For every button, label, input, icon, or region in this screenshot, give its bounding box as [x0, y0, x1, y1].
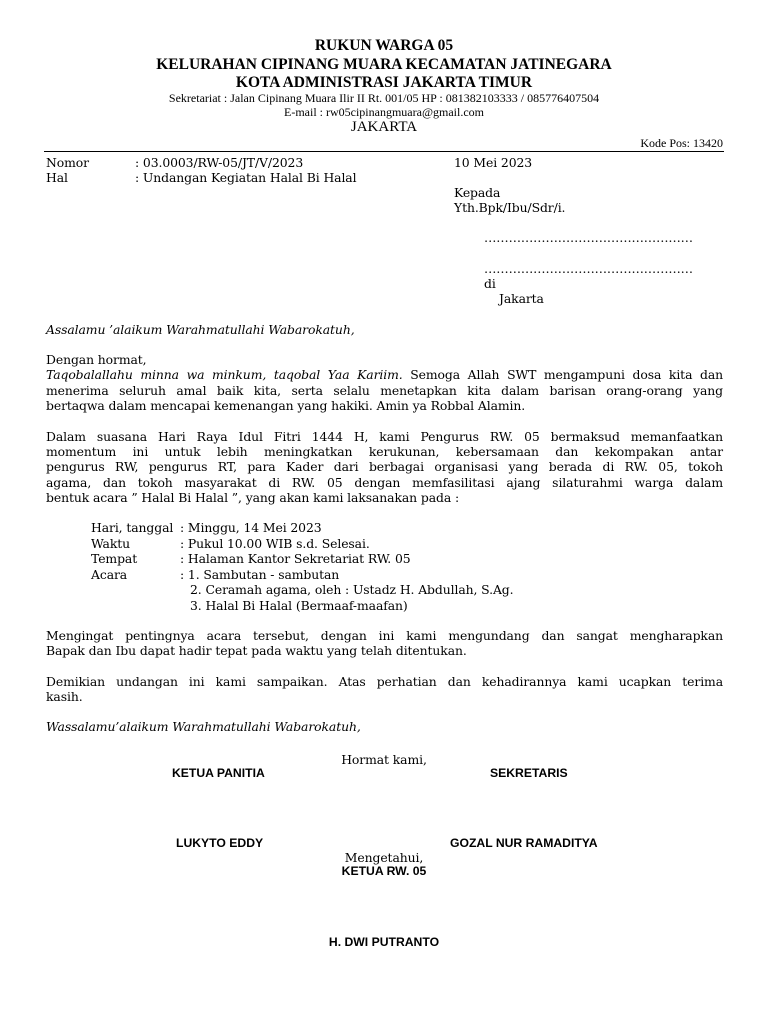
- paragraph-1-italic: Taqobalallahu minna wa minkum, taqobal Yaa Kariim.: [46, 367, 403, 382]
- paragraph-4-line-2: kasih.: [46, 689, 83, 704]
- paragraph-1-line-2: menerima seluruh amal baik kita, serta selalu menetapkan kita dalam barisan orang-orang yang: [46, 383, 723, 398]
- event-tempat-label: Tempat: [91, 551, 138, 566]
- ketua-rw-title: KETUA RW. 05: [341, 864, 427, 878]
- event-waktu-label: Waktu: [91, 536, 131, 551]
- ketua-panitia-name: LUKYTO EDDY: [176, 836, 264, 850]
- letterhead-kota: KOTA ADMINISTRASI JAKARTA TIMUR: [235, 74, 533, 91]
- paragraph-2-line-5: bentuk acara ” Halal Bi Halal ”, yang akan kami laksanakan pada :: [46, 490, 460, 505]
- nomor-value: : 03.0003/RW-05/JT/V/2023: [135, 155, 304, 170]
- letterhead-kelurahan: KELURAHAN CIPINANG MUARA KECAMATAN JATINEGARA: [156, 56, 612, 73]
- paragraph-2-line-1: Dalam suasana Hari Raya Idul Fitri 1444 H, kami Pengurus RW. 05 bermaksud memanfaatkan: [46, 429, 723, 444]
- letterhead-email: E-mail : rw05cipinangmuara@gmail.com: [284, 105, 484, 119]
- event-hari-value: : Minggu, 14 Mei 2023: [180, 520, 322, 535]
- paragraph-4-line-1: Demikian undangan ini kami sampaikan. Atas perhatian dan kehadirannya kami ucapkan terima: [46, 674, 723, 689]
- paragraph-3-line-2: Bapak dan Ibu dapat hadir tepat pada waktu yang telah ditentukan.: [46, 643, 467, 658]
- event-acara-item-1: : 1. Sambutan - sambutan: [180, 567, 340, 582]
- nomor-label: Nomor: [46, 155, 89, 170]
- event-acara-item-3: 3. Halal Bi Halal (Bermaaf-maafan): [190, 598, 408, 613]
- event-hari-label: Hari, tanggal: [91, 520, 174, 535]
- letterhead-postal-code: Kode Pos: 13420: [640, 136, 723, 150]
- greeting: Dengan hormat,: [46, 352, 147, 367]
- recipient-kepada: Kepada: [454, 185, 501, 200]
- letterhead-address: Sekretariat : Jalan Cipinang Muara Ilir II Rt. 001/05 HP : 081382103333 / 085776407504: [168, 91, 600, 105]
- paragraph-1-line-1: [46, 367, 723, 382]
- letterhead-city: JAKARTA: [350, 119, 418, 135]
- paragraph-2-line-3: pengurus RW, pengurus RT, para Kader dari berbagai organisasi yang berada di RW. 05, tokoh: [46, 459, 723, 474]
- hal-value: : Undangan Kegiatan Halal Bi Halal: [135, 170, 357, 185]
- paragraph-2-line-4: agama, dan tokoh masyarakat di RW. 05 dengan memfasilitasi ajang silaturahmi warga dalam: [46, 475, 723, 490]
- letterhead-divider: [44, 151, 724, 152]
- recipient-yth: Yth.Bpk/Ibu/Sdr/i.: [454, 200, 566, 215]
- event-tempat-value: : Halaman Kantor Sekretariat RW. 05: [180, 551, 411, 566]
- salam-close: Wassalamu’alaikum Warahmatullahi Wabarokatuh,: [46, 719, 361, 734]
- paragraph-3-line-1: Mengingat pentingnya acara tersebut, dengan ini kami mengundang dan sangat mengharapkan: [46, 628, 723, 643]
- recipient-city: Jakarta: [499, 291, 544, 306]
- mengetahui: Mengetahui,: [344, 850, 424, 865]
- paragraph-2-line-2: momentum ini untuk lebih meningkatkan kerukunan, kebersamaan dan kekompakan antar: [46, 444, 723, 459]
- letter-date: 10 Mei 2023: [454, 155, 533, 170]
- ketua-panitia-title: KETUA PANITIA: [172, 766, 265, 780]
- hormat-kami: Hormat kami,: [341, 752, 427, 767]
- salam-open: Assalamu ’alaikum Warahmatullahi Wabarokatuh,: [46, 322, 355, 337]
- paragraph-1-rest: Semoga Allah SWT mengampuni dosa kita dan: [402, 367, 723, 382]
- letterhead-org: RUKUN WARGA 05: [314, 37, 454, 54]
- hal-label: Hal: [46, 170, 68, 185]
- recipient-line-2: ……………………………………………: [484, 261, 693, 276]
- sekretaris-name: GOZAL NUR RAMADITYA: [450, 836, 598, 850]
- recipient-line-1: ……………………………………………: [484, 230, 693, 245]
- paragraph-1-line-3: bertaqwa dalam mencapai kemenangan yang hakiki. Amin ya Robbal Alamin.: [46, 398, 526, 413]
- event-waktu-value: : Pukul 10.00 WIB s.d. Selesai.: [180, 536, 370, 551]
- recipient-di: di: [484, 276, 496, 291]
- sekretaris-title: SEKRETARIS: [490, 766, 568, 780]
- ketua-rw-name: H. DWI PUTRANTO: [328, 935, 440, 949]
- event-acara-item-2: 2. Ceramah agama, oleh : Ustadz H. Abdullah, S.Ag.: [190, 582, 514, 597]
- event-acara-label: Acara: [91, 567, 128, 582]
